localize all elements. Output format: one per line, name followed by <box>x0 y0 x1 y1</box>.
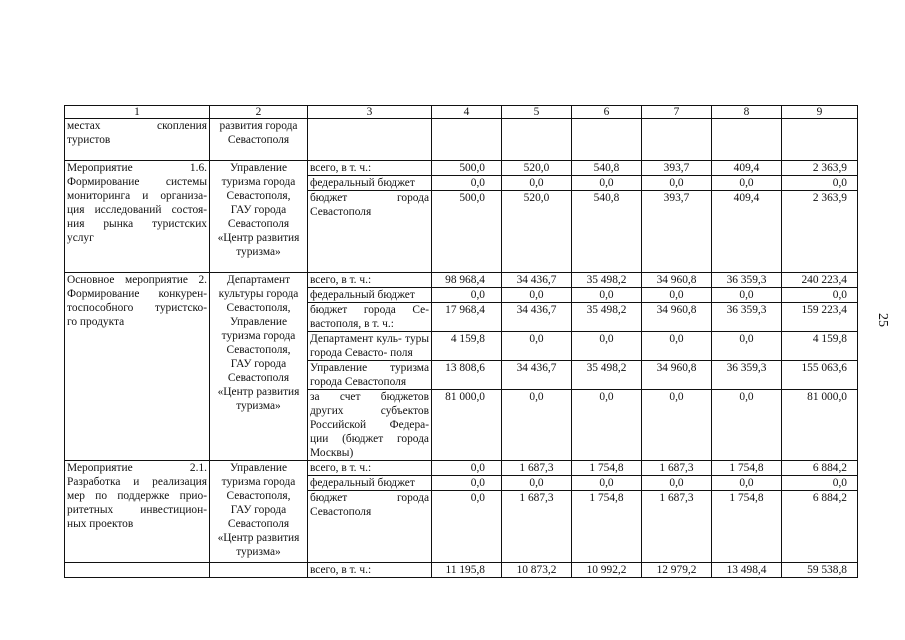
value-cell: 35 498,2 <box>572 303 642 332</box>
empty-cell <box>502 119 572 161</box>
value-cell: 13 498,4 <box>712 563 782 578</box>
table-row <box>65 119 858 161</box>
value-cell: 17 968,4 <box>432 303 502 332</box>
value-cell: 0,0 <box>572 332 642 361</box>
header-cell: 5 <box>502 106 572 119</box>
empty-cell <box>65 563 210 578</box>
funding-source-cell: всего, в т. ч.: <box>308 161 432 176</box>
value-cell: 34 960,8 <box>642 303 712 332</box>
table-row <box>65 161 858 176</box>
executor-cell <box>210 119 308 161</box>
value-cell: 1 687,3 <box>642 461 712 476</box>
value-cell: 0,0 <box>642 288 712 303</box>
funding-source-cell: за счет бюджетов других субъектов Российской Федера- ции (бюджет города Москвы) <box>308 390 432 461</box>
header-cell: 3 <box>308 106 432 119</box>
executor-cell <box>210 161 308 273</box>
text-line: Формирование системы <box>67 176 207 188</box>
text-line: ГАУ города <box>230 358 287 370</box>
text-line: ГАУ города <box>230 204 287 216</box>
value-cell: 0,0 <box>432 491 502 563</box>
value-cell: 0,0 <box>712 476 782 491</box>
value-cell: 12 979,2 <box>642 563 712 578</box>
value-cell: 0,0 <box>712 332 782 361</box>
value-cell: 34 960,8 <box>642 273 712 288</box>
funding-source-cell: всего, в т. ч.: <box>308 273 432 288</box>
empty-cell <box>782 119 858 161</box>
measure-name-cell <box>65 161 210 273</box>
value-cell: 0,0 <box>502 288 572 303</box>
value-cell: 34 960,8 <box>642 361 712 390</box>
text-line: культуры города <box>218 288 299 300</box>
header-row <box>65 106 858 119</box>
text-line: Мероприятие 2.1. <box>67 462 207 474</box>
text-line: Разработка и реализация <box>67 476 207 488</box>
value-cell: 59 538,8 <box>782 563 858 578</box>
funding-source-cell: федеральный бюджет <box>308 176 432 191</box>
measure-name-cell <box>65 273 210 461</box>
text-line: Севастополя, <box>226 190 291 202</box>
value-cell: 0,0 <box>642 332 712 361</box>
value-cell: 0,0 <box>642 390 712 461</box>
executor-cell <box>210 461 308 563</box>
value-cell: 10 873,2 <box>502 563 572 578</box>
text-line: Севастополя <box>227 218 290 230</box>
value-cell: 0,0 <box>502 476 572 491</box>
value-cell: 11 195,8 <box>432 563 502 578</box>
value-cell: 0,0 <box>502 390 572 461</box>
funding-source-cell: федеральный бюджет <box>308 476 432 491</box>
text-line: Департамент <box>226 274 291 286</box>
text-line: ГАУ города <box>230 504 287 516</box>
value-cell: 0,0 <box>712 176 782 191</box>
text-line: Управление <box>229 162 288 174</box>
value-cell: 500,0 <box>432 191 502 273</box>
value-cell: 2 363,9 <box>782 161 858 176</box>
value-cell: 34 436,7 <box>502 273 572 288</box>
funding-source-cell: бюджет города Севастополя <box>308 491 432 563</box>
text-line: Управление <box>229 462 288 474</box>
value-cell: 393,7 <box>642 191 712 273</box>
header-cell: 7 <box>642 106 712 119</box>
value-cell: 1 687,3 <box>642 491 712 563</box>
empty-cell <box>210 563 308 578</box>
text-line: ция исследований состоя- <box>67 204 207 216</box>
empty-cell <box>712 119 782 161</box>
value-cell: 500,0 <box>432 161 502 176</box>
header-cell: 6 <box>572 106 642 119</box>
value-cell: 0,0 <box>712 288 782 303</box>
value-cell: 1 754,8 <box>572 461 642 476</box>
value-cell: 36 359,3 <box>712 361 782 390</box>
text-line: Управление <box>229 316 288 328</box>
header-cell: 9 <box>782 106 858 119</box>
value-cell: 1 687,3 <box>502 461 572 476</box>
funding-source-cell: федеральный бюджет <box>308 288 432 303</box>
funding-source-cell: всего, в т. ч.: <box>308 563 432 578</box>
value-cell: 10 992,2 <box>572 563 642 578</box>
value-cell: 36 359,3 <box>712 303 782 332</box>
funding-source-cell: бюджет города Севастополя <box>308 191 432 273</box>
text-line: туризма города <box>221 476 296 488</box>
value-cell: 0,0 <box>642 176 712 191</box>
funding-source-cell: всего, в т. ч.: <box>308 461 432 476</box>
text-line: туристов <box>67 134 111 146</box>
text-line: «Центр развития <box>217 532 300 544</box>
text-line: ных проектов <box>67 518 134 530</box>
text-line: «Центр развития <box>217 386 300 398</box>
value-cell: 0,0 <box>572 476 642 491</box>
value-cell: 34 436,7 <box>502 361 572 390</box>
value-cell: 540,8 <box>572 161 642 176</box>
text-line: Севастополя, <box>226 490 291 502</box>
value-cell: 1 754,8 <box>572 491 642 563</box>
text-line: услуг <box>67 232 94 244</box>
value-cell: 0,0 <box>572 288 642 303</box>
value-cell: 409,4 <box>712 191 782 273</box>
value-cell: 35 498,2 <box>572 273 642 288</box>
funding-source-cell: Управление туризма города Севастополя <box>308 361 432 390</box>
funding-source-cell: Департамент куль- туры города Севасто- поля <box>308 332 432 361</box>
value-cell: 13 808,6 <box>432 361 502 390</box>
value-cell: 6 884,2 <box>782 491 858 563</box>
value-cell: 159 223,4 <box>782 303 858 332</box>
value-cell: 81 000,0 <box>432 390 502 461</box>
value-cell: 520,0 <box>502 191 572 273</box>
value-cell: 34 436,7 <box>502 303 572 332</box>
text-line: Формирование конкурен- <box>67 288 207 300</box>
text-line: туризма города <box>221 176 296 188</box>
value-cell: 2 363,9 <box>782 191 858 273</box>
text-line: мониторинга и организа- <box>67 190 207 202</box>
text-line: туризма города <box>221 330 296 342</box>
value-cell: 0,0 <box>502 332 572 361</box>
text-line: туризма» <box>236 246 281 258</box>
value-cell: 393,7 <box>642 161 712 176</box>
text-line: развития города <box>219 120 298 132</box>
value-cell: 1 754,8 <box>712 461 782 476</box>
value-cell: 6 884,2 <box>782 461 858 476</box>
empty-cell <box>642 119 712 161</box>
text-line: Севастополя <box>227 518 290 530</box>
text-line: Севастополя, <box>226 302 291 314</box>
table-row <box>65 563 858 578</box>
text-line: местах скопления <box>67 120 207 132</box>
value-cell: 0,0 <box>782 476 858 491</box>
budget-table <box>64 105 858 578</box>
text-line: туризма» <box>236 546 281 558</box>
text-line: ния рынка туристских <box>67 218 207 230</box>
value-cell: 0,0 <box>432 476 502 491</box>
value-cell: 36 359,3 <box>712 273 782 288</box>
value-cell: 35 498,2 <box>572 361 642 390</box>
measure-name-cell <box>65 119 210 161</box>
value-cell: 4 159,8 <box>432 332 502 361</box>
table-row <box>65 461 858 476</box>
value-cell: 0,0 <box>432 461 502 476</box>
text-line: мер по поддержке прио- <box>67 490 207 502</box>
value-cell: 0,0 <box>432 288 502 303</box>
text-line: Мероприятие 1.6. <box>67 162 207 174</box>
header-cell: 2 <box>210 106 308 119</box>
executor-cell <box>210 273 308 461</box>
text-line: Севастополя <box>227 134 290 146</box>
value-cell: 1 754,8 <box>712 491 782 563</box>
value-cell: 409,4 <box>712 161 782 176</box>
text-line: Севастополя <box>227 372 290 384</box>
text-line: «Центр развития <box>217 232 300 244</box>
value-cell: 155 063,6 <box>782 361 858 390</box>
header-cell: 1 <box>65 106 210 119</box>
value-cell: 1 687,3 <box>502 491 572 563</box>
value-cell: 0,0 <box>432 176 502 191</box>
value-cell: 0,0 <box>782 176 858 191</box>
value-cell: 98 968,4 <box>432 273 502 288</box>
value-cell: 0,0 <box>502 176 572 191</box>
empty-cell <box>432 119 502 161</box>
value-cell: 540,8 <box>572 191 642 273</box>
value-cell: 0,0 <box>572 390 642 461</box>
text-line: тоспособного туристско- <box>67 302 207 314</box>
value-cell: 0,0 <box>642 476 712 491</box>
value-cell: 81 000,0 <box>782 390 858 461</box>
value-cell: 0,0 <box>782 288 858 303</box>
text-line: Севастополя, <box>226 344 291 356</box>
page-number: 25 <box>875 313 890 327</box>
value-cell: 4 159,8 <box>782 332 858 361</box>
header-cell: 4 <box>432 106 502 119</box>
text-line: Основное мероприятие 2. <box>67 274 207 286</box>
measure-name-cell <box>65 461 210 563</box>
empty-cell <box>308 119 432 161</box>
value-cell: 0,0 <box>712 390 782 461</box>
table-row <box>65 273 858 288</box>
value-cell: 0,0 <box>572 176 642 191</box>
text-line: туризма» <box>236 400 281 412</box>
empty-cell <box>572 119 642 161</box>
value-cell: 240 223,4 <box>782 273 858 288</box>
text-line: ритетных инвестицион- <box>67 504 207 516</box>
header-cell: 8 <box>712 106 782 119</box>
text-line: го продукта <box>67 316 125 328</box>
funding-source-cell: бюджет города Се- вастополя, в т. ч.: <box>308 303 432 332</box>
value-cell: 520,0 <box>502 161 572 176</box>
